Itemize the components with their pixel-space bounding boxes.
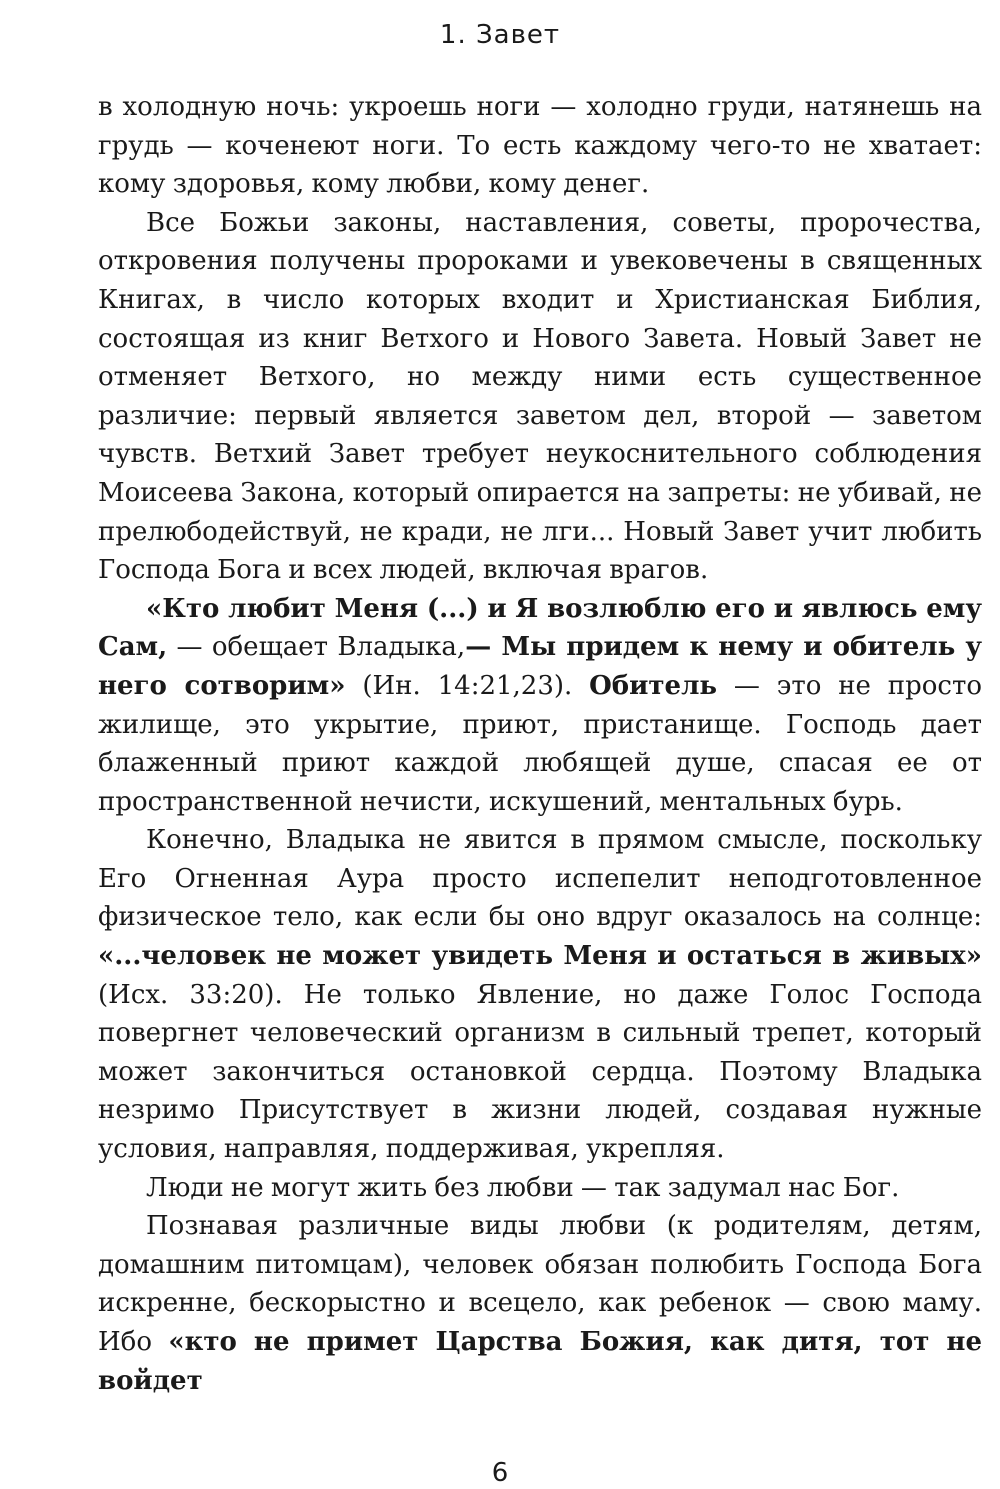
paragraph-text: — обещает Владыка, [176, 632, 466, 663]
scripture-quote: «...человек не может увидеть Меня и остаться в живых» [98, 941, 982, 972]
emphasized-term: Обитель [589, 670, 718, 701]
paragraph-6 [98, 1207, 982, 1400]
paragraph-text: Все Божьи законы, наставления, советы, пророчества, откровения получены пророками и увековечены в священных Книгах, в число которых входит и Христианская Библия, состоящая из книг Ветхого и Нового Завета. Новый Завет не отменяет Ветхого, но между ними есть существенное различие: первый является заветом дел, второй — заветом чувств. Ветхий Завет требует неукоснительного соблюдения Моисеева Закона, который опирается на запреты: не убивай, не прелюбодействуй, не кради, не лги... Новый Завет учит любить Господа Бога и всех людей, включая врагов. [98, 207, 982, 586]
scripture-quote: «Кто любит Меня (...) и Я возлюблю его и явлюсь ему Сам, [98, 593, 982, 663]
paragraph-2 [98, 204, 982, 590]
running-head: 1. Завет [439, 20, 561, 50]
paragraph-4 [98, 821, 982, 1168]
page-number: 6 [491, 1458, 509, 1488]
body-text [98, 88, 982, 1400]
paragraph-text: (Исх. 33:20). Не только Явление, но даже Голос Господа повергнет человеческий организм в сильный трепет, который может закончиться остановкой сердца. Поэтому Владыка незримо Присутствует в жизни людей, создавая нужные условия, направляя, поддерживая, укрепляя. [98, 979, 982, 1165]
paragraph-text: Люди не могут жить без любви — так задумал нас Бог. [146, 1172, 900, 1203]
scripture-quote: — Мы придем к нему и обитель у него сотворим» [98, 632, 982, 701]
paragraph-text: Познавая различные виды любви (к родителям, детям, домашним питомцам), человек обязан полюбить Господа Бога искренне, бескорыстно и всецело, как ребенок — свою маму. Ибо [98, 1211, 982, 1357]
paragraph-text: Конечно, Владыка не явится в прямом смысле, поскольку Его Огненная Аура просто испепелит неподготовленное физическое тело, как если бы оно вдруг оказалось на солнце: [98, 825, 982, 933]
scripture-quote: «кто не примет Царства Божия, как дитя, тот не войдет [98, 1327, 982, 1396]
paragraph-text: — это не просто жилище, это укрытие, приют, пристанище. Господь дает блаженный приют каждой любящей душе, спасая ее от пространственной нечисти, искушений, ментальных бурь. [98, 670, 983, 817]
paragraph-1 [98, 88, 982, 204]
paragraph-3 [98, 590, 982, 822]
paragraph-5 [98, 1169, 982, 1208]
scripture-reference: (Ин. 14:21,23). [362, 670, 573, 701]
paragraph-text: в холодную ночь: укроешь ноги — холодно груди, натянешь на грудь — коченеют ноги. То есть каждому чего-то не хватает: кому здоровья, кому любви, кому денег. [98, 92, 982, 200]
